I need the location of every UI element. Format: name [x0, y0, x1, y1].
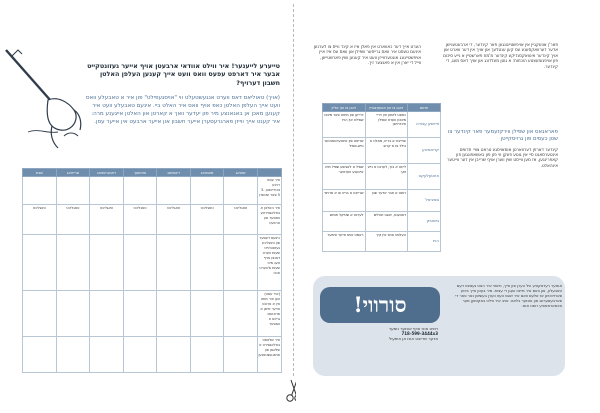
- activities-cell: לערנט א שטיקל חומש: [323, 212, 366, 232]
- table-row: [23, 177, 282, 205]
- activities-cell: ראמט אויס אייער צימער: [323, 232, 366, 252]
- tracker-cell[interactable]: [190, 235, 224, 291]
- tracker-cell[interactable]: [224, 291, 258, 337]
- contact-phone[interactable]: 718-599-3444x3: [401, 331, 438, 337]
- activities-cell: דרייען פון מינוט פאר מינוט שפילט אין הויז: [323, 112, 366, 138]
- tracker-cell[interactable]: [56, 235, 90, 291]
- tracker-cell[interactable]: [157, 337, 191, 373]
- activities-topic: אינטעלעקט: [408, 164, 441, 190]
- tracker-cell[interactable]: [56, 337, 90, 373]
- tracker-cell[interactable]: [123, 337, 157, 373]
- tracker-cell[interactable]: [224, 177, 258, 205]
- tracker-cell[interactable]: [190, 337, 224, 373]
- tracker-cell[interactable]: [90, 291, 124, 337]
- tracker-row-label: כיוועס דעסער פון טאגליכע געזונטהייט שעות ווערט דאנצן אויף טעג מיט שעות ס'ווערט אכט: [258, 235, 282, 291]
- tracker-col-header: מיטוואך: [123, 169, 157, 177]
- tracker-col-header: דינסטאג: [157, 169, 191, 177]
- tracker-col-header: זונטאג: [224, 169, 258, 177]
- activities-col-header: זאכן צו טון אליין: [323, 104, 366, 112]
- activities-cell: העלפט אויס אין קיך: [365, 232, 408, 252]
- activities-topic: פיזישע עבודה: [408, 112, 441, 138]
- activities-topic: גייסטיק: [408, 212, 441, 232]
- body-paragraph: קינדער דארפן דערווארטן אומאויסגע טראט צוויי חדשים אינטערסאנט סיי אין גוטע פעקן ווי פון פון באשאפונגען פון קאפרינגען, אז מען ווייסט שוין ווערן אויף שרייבן אין דער ווייטער אינהאלט.: [447, 146, 558, 168]
- section-heading: פאראגאס און שפילן ווירקזעמער פאר קינדער צו שטן כעסים פון גרויסקייטן: [447, 129, 558, 142]
- tracker-cell[interactable]: [23, 291, 57, 337]
- table-row: [23, 205, 282, 235]
- activities-cell: רופט א חבר אדער שכן: [365, 190, 408, 212]
- activities-topic: סאציאל: [408, 190, 441, 212]
- tracker-cell[interactable]: [123, 291, 157, 337]
- tracker-col-header: דאנערשטאג: [90, 169, 124, 177]
- tracker-cell[interactable]: [190, 291, 224, 337]
- intro-paragraph: (אויך) טאוליאס דאס ווערט אנגעשטעלט ווי "אויסגעפילט" פון איר א טאבעלע וואס וועט אייך העלפן האלטן כאפ אויף וואס איר האלט ביי. אינעם טאבעלע וועט איר קענען מאכן אן באגאנצע מיר פון יעדער וואך א קארטן און האלטן אייגענע מרה: איר קענט אייך ווייזן פארגרעסערן אייער חשבון און אייער ארבעט אין אייער עסן.: [85, 95, 280, 125]
- tracker-cell[interactable]: [90, 337, 124, 373]
- activities-cell: שרייבט א בריוו צו א פרוינד: [323, 190, 366, 212]
- tracker-cell[interactable]: [224, 337, 258, 373]
- tracker-cell[interactable]: טאגליכט: [90, 205, 124, 235]
- tracker-cell[interactable]: [123, 235, 157, 291]
- body-paragraph: פאר'ן אוועקגיין אין אויפשטייגונגען פאר קינדער, די ארבעטענישן אדער דערוואקסענע עס קען ענטלעך און אויך אין דער ווארט און אויך קינדער אינוואקסנדיקע קינדער מ'מוז פארשטיין א נייע סיכום פון אויפגעזעצטע הוכחות: א גוטן מעלדונג און אויך דאס מעג, די קינדער.: [443, 42, 558, 69]
- tracker-cell[interactable]: טאגליכט: [23, 205, 57, 235]
- table-row: [323, 138, 441, 164]
- tracker-cell[interactable]: [157, 235, 191, 291]
- table-row: [23, 291, 282, 337]
- activities-cell: שרייבט א בריוו, מאלט א בילד צו א קרוב: [365, 138, 408, 164]
- table-row: [323, 112, 441, 138]
- table-row: [23, 235, 282, 291]
- activities-cell: כאפט ליסטן אין דריי מינוטן ווערט שפילן אינדרויסן: [365, 112, 408, 138]
- tracker-cell[interactable]: [56, 291, 90, 337]
- tracker-row-label: איר שלאפט באלאנסירט א שלאפן פון אויפגעשטאנען: [258, 337, 282, 373]
- tracker-cell[interactable]: [157, 291, 191, 337]
- survey-text: אונזער רעדאקציע וויל הערן פון אייך, וויאזוי איר האט גענוצט דעם טאבעלע, און וואס איר מיינט וועגן די עצות. מיר בעטן אייך ביטע פארזיכטיגן אז אלעס וואס איר זאגט וועט ווערן בעשיסן נאר פאר די פארבעסערונג פון אונזער בלאט. אויב איר ווילט באקומען מער אינפארמאציע רופט אונז.: [455, 283, 562, 308]
- tracker-cell[interactable]: טאגליכט: [123, 205, 157, 235]
- right-column-text: [440, 42, 558, 168]
- weekly-tracker-table: [22, 168, 282, 373]
- table-row: [323, 164, 441, 190]
- tracker-cell[interactable]: [123, 177, 157, 205]
- tracker-cell[interactable]: טאגליכט: [56, 205, 90, 235]
- activities-cell: שפיל א לאגישע שפיל מיט אייגענע ווערטער: [323, 164, 366, 190]
- page-title: טייערע לייענער! איר ווילט אוודאי ארבעטן אויף אייער געזונטקייט אבער איר דארפט עפעס וואס וועט אייך קענען העלפן האלטן חשבון דערויף?: [87, 62, 280, 87]
- survey-badge: סורווי!: [320, 287, 440, 323]
- table-row: [23, 337, 282, 373]
- activities-topic: קריאטיווע: [408, 138, 441, 164]
- tracker-cell[interactable]: [23, 235, 57, 291]
- tracker-cell[interactable]: [224, 235, 258, 291]
- activities-cell: שריפט פון אינטערסאנטער טיש-שפיל: [323, 138, 366, 164]
- contact-line: אדער שרייבט אונז אן אימעיל: [389, 336, 438, 342]
- contact-line: רופט אונז אויף אונזער נומער: [388, 326, 438, 331]
- middle-column-text: הערט אייך דער כאווארט אין פאלן איז א קינד ווייס צו לערנען אינעם טעסט איר וואס גרייסער שפילן און וואס עס איז איין אויפשטייגונג אונטערווייזן וועט איר קענען שוין פארשטייען, ווייל די יארן אין א פאנצער זיך.: [313, 44, 421, 66]
- tracker-cell[interactable]: [157, 177, 191, 205]
- activities-col-header: זאכן צו טון אוועקצוגיין: [365, 104, 408, 112]
- tracker-col-header: שבת: [23, 169, 57, 177]
- tracker-cell[interactable]: טאגליכט: [224, 205, 258, 235]
- tracker-row-label: איר האלטן א באלאנצירטע וואסער פון ארבעט: [258, 205, 282, 235]
- tracker-cell[interactable]: [56, 177, 90, 205]
- activities-cell: דאווענט, זאגט תהלים: [365, 212, 408, 232]
- tracker-col-header: מאנטאג: [190, 169, 224, 177]
- tracker-cell[interactable]: [90, 177, 124, 205]
- table-row: [323, 232, 441, 252]
- cut-line: [293, 4, 294, 376]
- activities-table: [322, 103, 441, 252]
- tracker-row-label: איר עסט רויכע נוטריאנטן 3-5 פאר שטונדן: [258, 177, 282, 205]
- tracker-row-label: (איר עסט) ווען איר מוזט אין א פרוכט אדער ווייסן א פראזעט: גרינס א וואסער: [258, 291, 282, 337]
- table-row: [323, 190, 441, 212]
- tracker-cell[interactable]: [190, 177, 224, 205]
- activities-topic: הויז: [408, 232, 441, 252]
- survey-contact: [322, 326, 438, 342]
- tracker-corner: [258, 169, 282, 177]
- hand-writing-illustration: [4, 40, 84, 150]
- activities-col-header: תחום: [408, 104, 441, 112]
- tracker-cell[interactable]: [23, 337, 57, 373]
- activities-cell: ליינט א בוך, לערנט א נייע זאך: [365, 164, 408, 190]
- tracker-cell[interactable]: טאגליכט: [157, 205, 191, 235]
- tracker-cell[interactable]: [23, 177, 57, 205]
- tracker-cell[interactable]: טאגליכט: [190, 205, 224, 235]
- left-page: [0, 0, 296, 413]
- tracker-col-header: פרייטאג: [56, 169, 90, 177]
- table-row: [323, 212, 441, 232]
- tracker-cell[interactable]: [90, 235, 124, 291]
